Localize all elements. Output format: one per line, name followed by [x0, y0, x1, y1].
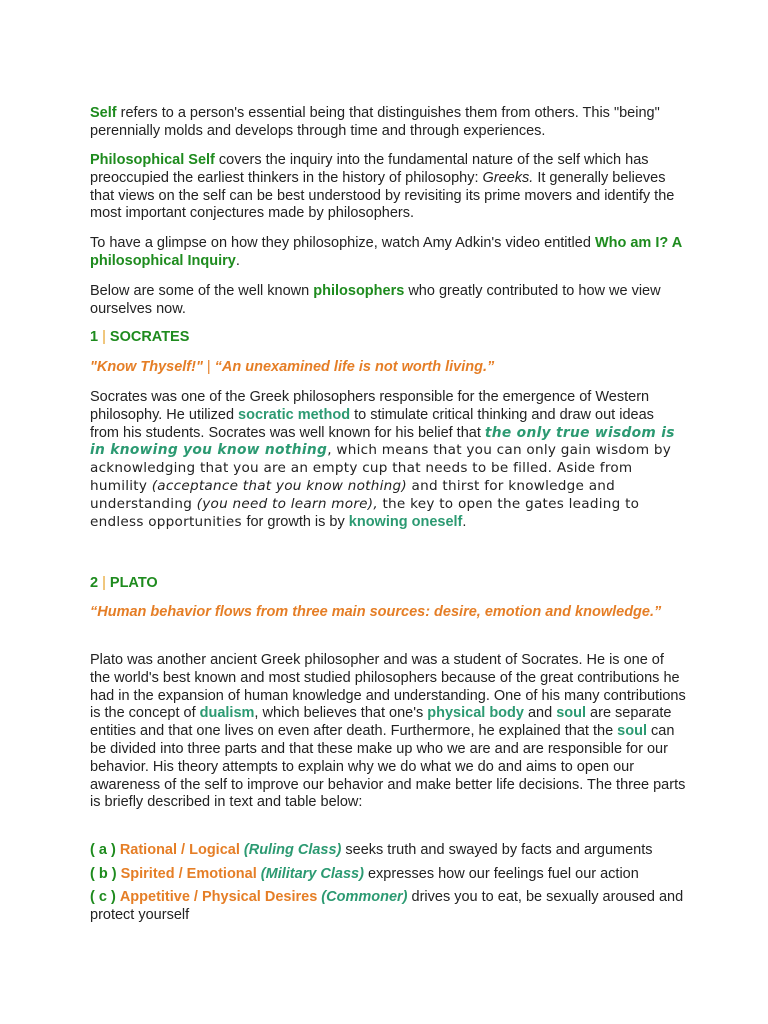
self-definition-paragraph — [90, 105, 686, 141]
self-term: Self — [90, 105, 117, 121]
video-paragraph — [90, 235, 686, 271]
section-separator: | — [98, 575, 110, 591]
quote-human-behavior: “Human behavior flows from three main sources: desire, emotion and knowledge.” — [90, 604, 662, 620]
part-label: ( b ) — [90, 866, 117, 882]
video-intro-text: To have a glimpse on how they philosophize, watch Amy Adkin's video entitled — [90, 235, 595, 251]
part-label: ( c ) — [90, 889, 116, 905]
socrates-text-7: . — [462, 513, 467, 530]
socratic-method-link[interactable]: socratic method — [238, 406, 351, 423]
dualism-link[interactable]: dualism — [199, 705, 255, 722]
socrates-text-6: for growth is by — [246, 513, 349, 530]
plato-text-4: are separate entities and that one lives on even after death. Furthermore, he explained that the — [90, 705, 672, 740]
learn-more-text: (you need to learn more), — [196, 495, 378, 512]
soul-link-2[interactable]: soul — [617, 723, 647, 740]
plato-body — [90, 652, 686, 812]
soul-part-spirited — [90, 866, 686, 884]
philosophers-intro-text: Below are some of the well known — [90, 283, 314, 299]
socrates-text-3: , which means that you can only gain wisdom by acknowledging that you are an empty cup that needs to be filled. Aside from humility — [90, 442, 672, 494]
philosophers-paragraph — [90, 283, 686, 319]
section-separator: | — [98, 329, 110, 345]
part-description: drives you to eat, be sexually aroused and protect yourself — [90, 889, 684, 923]
philosophical-self-paragraph — [90, 152, 686, 223]
soul-part-appetitive — [90, 889, 686, 925]
part-class: (Commoner) — [321, 889, 408, 905]
part-label: ( a ) — [90, 842, 116, 858]
socrates-text-2: to stimulate critical thinking and draw out ideas from his students. Socrates was well known for his belief that — [90, 406, 654, 441]
socrates-body — [90, 389, 686, 531]
section-title: PLATO — [109, 575, 158, 591]
plato-text-5: can be divided into three parts and that these make up who we are and are responsible for our behavior. His theory attempts to explain why we do what we do and aims to open our awareness of the self to improve our behavior and make better life decisions. The three parts is briefly described in text and table below: — [90, 723, 686, 811]
philosophical-self-text-2: It generally believes that views on the self can be best understood by revisiting its prime movers and identify the most important conjectures made by philosophers. — [90, 169, 675, 222]
quote-unexamined-life: “An unexamined life is not worth living.” — [214, 359, 495, 375]
quote-separator: | — [202, 359, 215, 375]
part-name: Rational / Logical — [119, 842, 240, 858]
video-end-text: . — [235, 252, 240, 269]
plato-text-2: , which believes that one's — [254, 705, 428, 722]
philosophers-link[interactable]: philosophers — [313, 283, 405, 299]
soul-link[interactable]: soul — [556, 705, 587, 722]
philosophical-self-term: Philosophical Self — [90, 152, 215, 168]
section-number: 1 — [90, 329, 99, 345]
plato-quote — [90, 604, 686, 622]
section-title: SOCRATES — [109, 329, 190, 345]
socrates-heading — [90, 329, 686, 347]
part-name: Appetitive / Physical Desires — [119, 889, 318, 905]
socrates-text-5: the key to open the gates leading to endless opportunities — [90, 495, 640, 530]
plato-text-3: and — [523, 705, 557, 722]
plato-text-1: Plato was another ancient Greek philosopher and was a student of Socrates. He is one of the world's best known and most studied philosophers because of the great contributions he had in the expansion of human knowledge and understanding. One of his many contributions is the concept of — [90, 652, 686, 722]
video-link[interactable]: Who am I? A philosophical Inquiry — [90, 235, 682, 269]
socrates-quote — [90, 359, 686, 377]
socrates-text-4: and thirst for knowledge and understanding — [90, 477, 616, 512]
greeks-text: Greeks. — [482, 169, 534, 186]
true-wisdom-text: the only true wisdom is in knowing you know nothing — [90, 424, 675, 459]
section-number: 2 — [90, 575, 99, 591]
physical-body-link[interactable]: physical body — [427, 705, 524, 722]
self-definition-text: refers to a person's essential being that distinguishes them from others. This "being" perennially molds and develops through time and through experiences. — [90, 105, 660, 139]
humility-text: (acceptance that you know nothing) — [151, 477, 407, 494]
soul-part-rational — [90, 842, 686, 860]
part-description: seeks truth and swayed by facts and arguments — [341, 842, 653, 858]
knowing-oneself-link[interactable]: knowing oneself — [348, 513, 463, 530]
part-name: Spirited / Emotional — [120, 866, 257, 882]
part-class: (Military Class) — [260, 866, 364, 882]
quote-know-thyself: "Know Thyself!" — [90, 359, 203, 375]
philosophical-self-text: covers the inquiry into the fundamental nature of the self which has preoccupied the earliest thinkers in the history of philosophy: — [90, 152, 649, 186]
philosophers-outro-text: who greatly contributed to how we view ourselves now. — [90, 283, 661, 317]
plato-heading — [90, 575, 686, 593]
part-description: expresses how our feelings fuel our action — [363, 866, 639, 882]
part-class: (Ruling Class) — [243, 842, 342, 858]
socrates-text-1: Socrates was one of the Greek philosophers responsible for the emergence of Western philosophy. He utilized — [90, 389, 650, 423]
